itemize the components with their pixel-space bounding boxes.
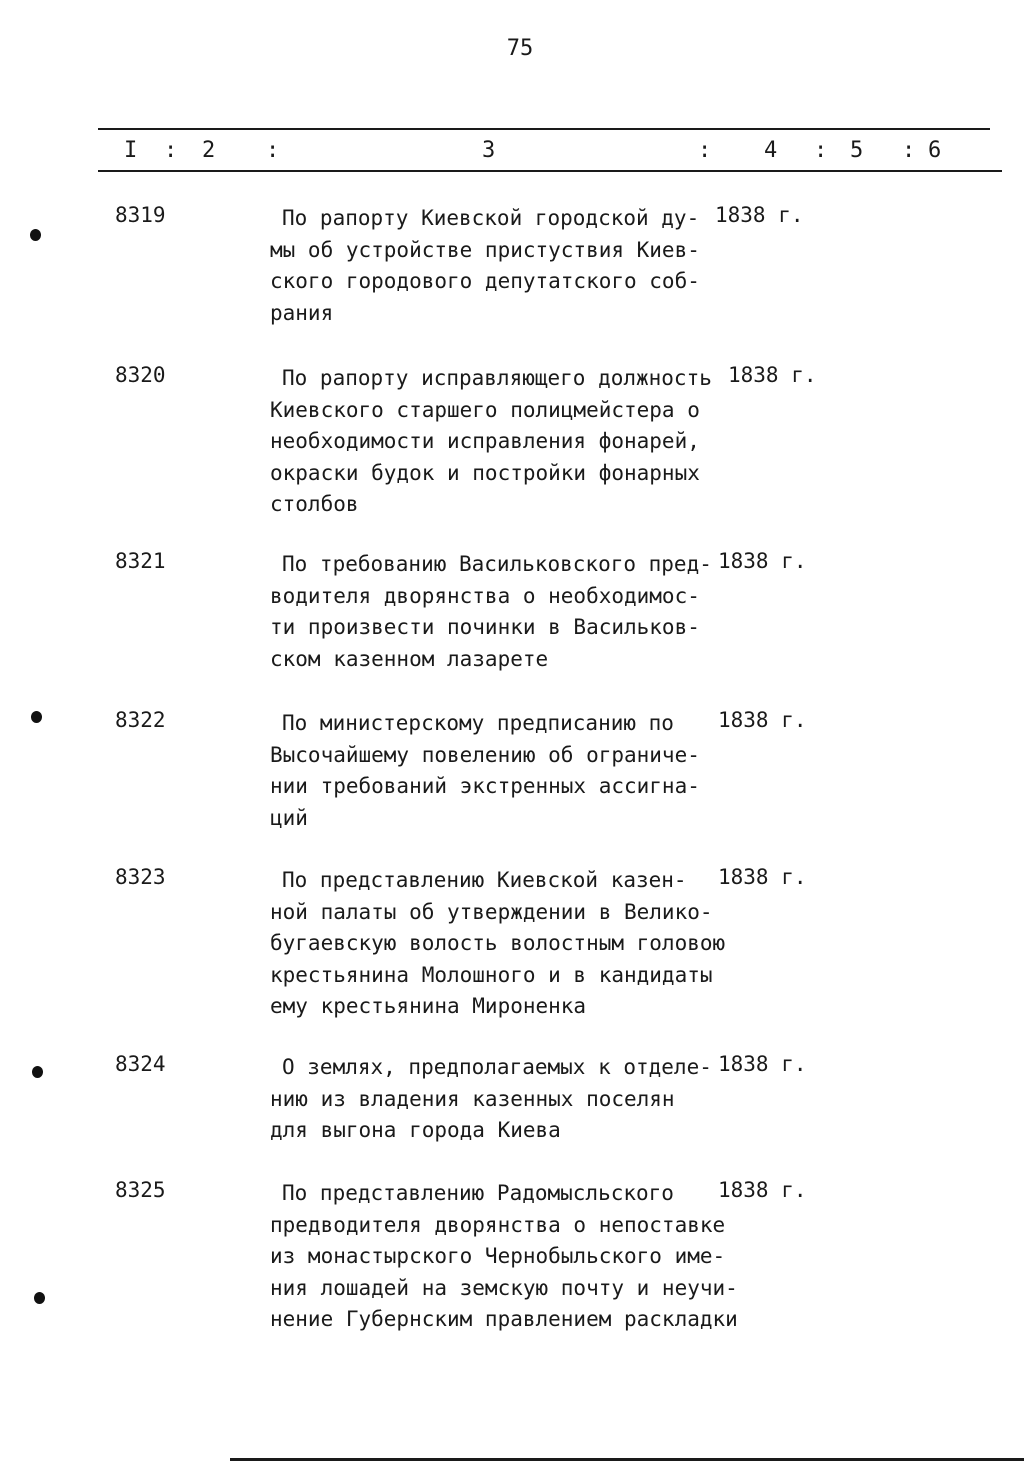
record-number: 8322 (115, 708, 166, 732)
punch-hole-mark (34, 1292, 45, 1304)
description-line: О землях, предполагаемых к отделе- (282, 1055, 712, 1079)
record-description (270, 708, 720, 834)
punch-hole-mark (31, 711, 42, 723)
column-header-4: 4 (764, 138, 778, 163)
description-line: По представлению Радомысльского (282, 1181, 674, 1205)
column-header-3: 3 (482, 138, 496, 163)
description-line: мы об устройстве пристуствия Киев- (270, 237, 700, 262)
column-separator: : (814, 138, 828, 163)
record-year: 1838 г. (718, 865, 807, 889)
description-line: нию из владения казенных поселян (270, 1086, 675, 1111)
description-line: нение Губернским правлением раскладки (270, 1307, 738, 1331)
record-number: 8320 (115, 363, 166, 387)
description-line: По рапорту Киевской городской ду- (282, 206, 700, 230)
record-year: 1838 г. (728, 363, 817, 387)
record-description (270, 363, 720, 521)
description-line: окраски будок и постройки фонарных (270, 460, 700, 485)
record-number: 8323 (115, 865, 166, 889)
record-description (270, 1052, 720, 1147)
column-header-row (0, 138, 1024, 166)
description-line: ти произвести починки в Васильков- (270, 615, 700, 639)
description-line: крестьянина Молошного и в кандидаты (270, 962, 713, 987)
record-number: 8319 (115, 203, 166, 227)
record-year: 1838 г. (715, 203, 804, 227)
record-description (270, 1178, 738, 1336)
description-line: нии требований экстренных ассигна- (270, 774, 700, 798)
column-header-6: 6 (928, 138, 942, 163)
description-line: для выгона города Киева (270, 1118, 561, 1142)
description-line: ций (270, 805, 308, 830)
description-line: ной палаты об утверждении в Велико- (270, 899, 713, 924)
page-bottom-edge (230, 1458, 1024, 1461)
description-line: ния лошадей на земскую почту и неучи- (270, 1275, 738, 1300)
header-bottom-rule (98, 170, 1002, 172)
description-line: По требованию Васильковского пред- (282, 552, 712, 576)
column-separator: : (164, 138, 178, 163)
record-number: 8321 (115, 549, 166, 573)
description-line: рания (270, 300, 334, 325)
column-header-1: I (124, 138, 138, 163)
description-line: По рапорту исправляющего должность (282, 366, 712, 390)
record-year: 1838 г. (718, 1178, 807, 1202)
description-line: Высочайшему повелению об ограниче- (270, 742, 700, 767)
record-description (270, 549, 720, 675)
description-line: из монастырского Чернобыльского име- (270, 1244, 726, 1268)
column-separator: : (266, 138, 280, 163)
column-header-5: 5 (850, 138, 864, 163)
description-line: По представлению Киевской казен- (282, 868, 687, 892)
page-number: 75 (506, 36, 534, 61)
description-line: необходимости исправления фонарей, (270, 429, 700, 453)
description-line: ему крестьянина Мироненка (270, 994, 587, 1018)
record-description (270, 865, 726, 1023)
record-number: 8325 (115, 1178, 166, 1202)
description-line: бугаевскую волость волостным головою (270, 931, 726, 955)
description-line: Киевского старшего полицмейстера о (270, 397, 700, 422)
record-number: 8324 (115, 1052, 166, 1076)
record-year: 1838 г. (718, 549, 807, 573)
record-description (270, 203, 720, 329)
column-separator: : (698, 138, 712, 163)
description-line: По министерскому предписанию по (282, 711, 674, 735)
record-year: 1838 г. (718, 1052, 807, 1076)
column-header-2: 2 (202, 138, 216, 163)
description-line: ском казенном лазарете (270, 646, 549, 671)
record-year: 1838 г. (718, 708, 807, 732)
description-line: столбов (270, 492, 359, 516)
column-separator: : (902, 138, 916, 163)
punch-hole-mark (30, 229, 41, 241)
header-top-rule (98, 128, 990, 130)
punch-hole-mark (32, 1066, 43, 1078)
description-line: водителя дворянства о необходимос- (270, 583, 700, 608)
description-line: предводителя дворянства о непоставке (270, 1212, 726, 1237)
description-line: ского городового депутатского соб- (270, 269, 700, 293)
